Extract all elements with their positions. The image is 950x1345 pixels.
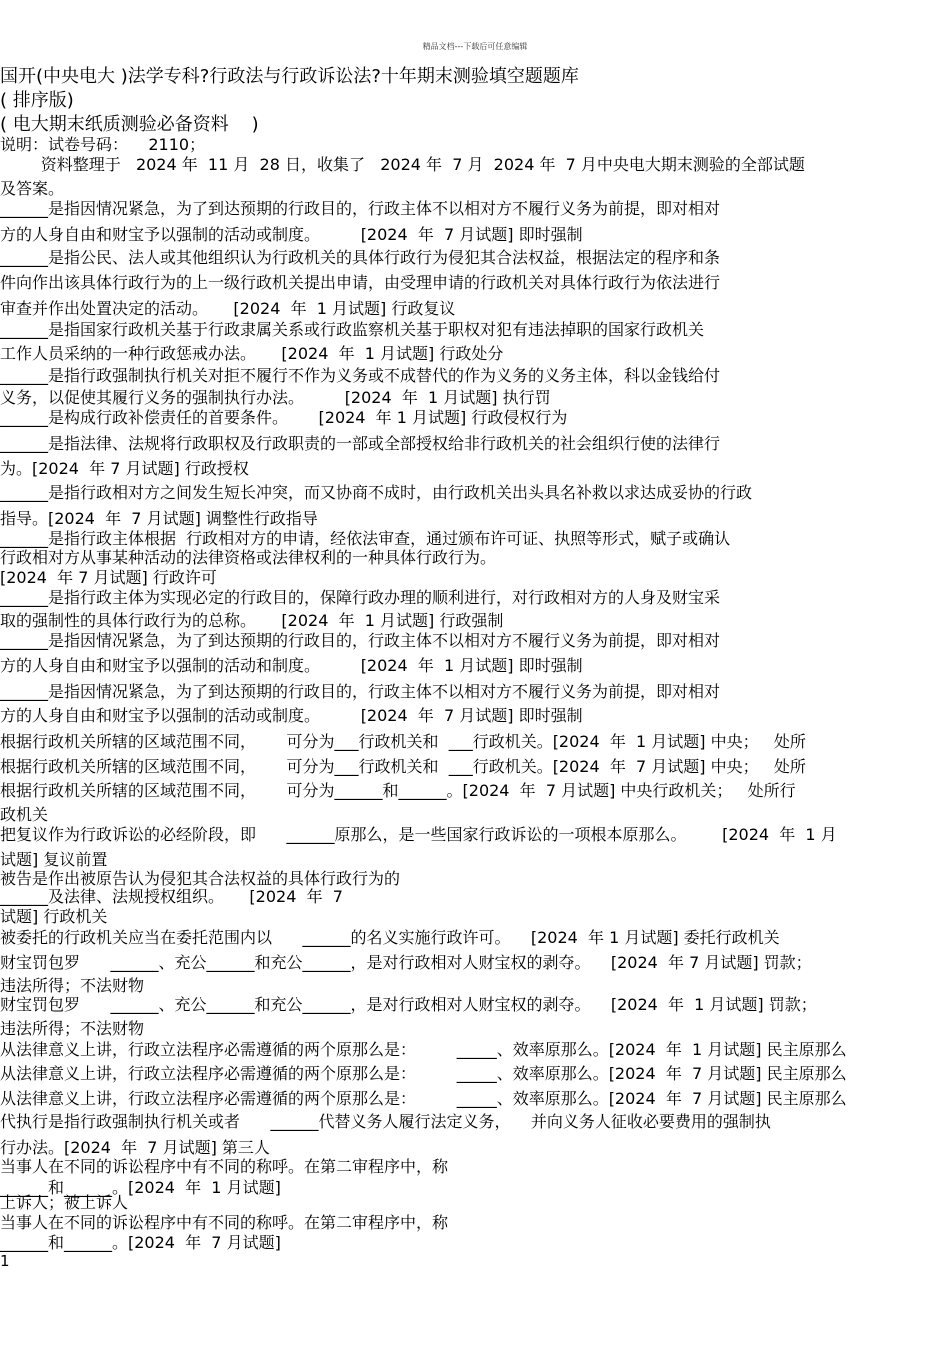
text-line: 当事人在不同的诉讼程序中有不同的称呼。在第二审程序中，称	[0, 1213, 449, 1232]
text-line: ______是构成行政补偿责任的首要条件。 [2024 年 1 月试题] 行政侵权行为	[0, 408, 568, 427]
text-line: 及答案。	[0, 179, 65, 198]
text-line: 方的人身自由和财宝予以强制的活动和制度。 [2024 年 1 月试题] 即时强制	[0, 656, 583, 675]
text-line: 方的人身自由和财宝予以强制的活动或制度。 [2024 年 7 月试题] 即时强制	[0, 225, 583, 244]
text-line: ______是指因情况紧急，为了到达预期的行政目的，行政主体不以相对方不履行义务为前提，即对相对	[0, 199, 721, 218]
text-line: 把复议作为行政诉讼的必经阶段，即 ______原那么，是一些国家行政诉讼的一项根本原那么。 [2024 年 1 月	[0, 825, 837, 844]
text-line: ______是指因情况紧急，为了到达预期的行政目的，行政主体不以相对方不履行义务为前提，即对相对	[0, 682, 721, 701]
text-line: ______和______。[2024 年 7 月试题]	[0, 1233, 281, 1252]
text-line: 资料整理于 2024 年 11 月 28 日，收集了 2024 年 7 月 2024 年 7 月中央电大期末测验的全部试题	[0, 155, 805, 174]
document-title-line: 国开(中央电大 )法学专科?行政法与行政诉讼法?十年期末测验填空题题库	[0, 66, 579, 87]
page-header-note: 精品文档---下载后可任意编辑	[422, 42, 528, 51]
text-line: 指导。[2024 年 7 月试题] 调整性行政指导	[0, 509, 318, 528]
text-line: 义务，以促使其履行义务的强制执行办法。 [2024 年 1 月试题] 执行罚	[0, 388, 551, 407]
text-line: ______和______。[2024 年 1 月试题]	[0, 1178, 281, 1197]
page-number: 1	[0, 1252, 10, 1270]
text-line: ______是指国家行政机关基于行政隶属关系或行政监察机关基于职权对犯有违法掉职的国家行政机关	[0, 320, 705, 339]
text-line: 件向作出该具体行政行为的上一级行政机关提出申请，由受理申请的行政机关对具体行政行为依法进行	[0, 273, 721, 292]
text-line: 代执行是指行政强制执行机关或者 ______代替义务人履行法定义务， 并向义务人征收必要费用的强制执	[0, 1112, 771, 1131]
text-line: 行办法。[2024 年 7 月试题] 第三人	[0, 1138, 270, 1157]
text-line: 根据行政机关所辖的区域范围不同， 可分为______和______。[2024 年 7 月试题] 中央行政机关； 处所行	[0, 781, 796, 800]
text-line: 试题] 行政机关	[0, 907, 108, 926]
text-line: 为。[2024 年 7 月试题] 行政授权	[0, 459, 249, 478]
document-title-line: ( 电大期末纸质测验必备资料 )	[0, 114, 259, 135]
text-line: ______是指行政强制执行机关对拒不履行不作为义务或不成替代的作为义务的义务主体，科以金钱给付	[0, 366, 721, 385]
text-line: 从法律意义上讲，行政立法程序必需遵循的两个原那么是： _____、效率原那么。[2024 年 7 月试题] 民主原那么	[0, 1089, 847, 1108]
text-line: 根据行政机关所辖的区域范围不同， 可分为___行政机关和 ___行政机关。[2024 年 1 月试题] 中央； 处所	[0, 732, 806, 751]
text-line: 财宝罚包罗 ______、充公______和充公______，是对行政相对人财宝权的剥夺。 [2024 年 1 月试题] 罚款；	[0, 995, 817, 1014]
text-line: 被告是作出被原告认为侵犯其合法权益的具体行政行为的	[0, 869, 401, 888]
text-line: 财宝罚包罗 ______、充公______和充公______，是对行政相对人财宝权的剥夺。 [2024 年 7 月试题] 罚款；	[0, 953, 812, 972]
text-line: [2024 年 7 月试题] 行政许可	[0, 568, 217, 587]
text-line: 根据行政机关所辖的区域范围不同， 可分为___行政机关和 ___行政机关。[2024 年 7 月试题] 中央； 处所	[0, 757, 806, 776]
text-line: 行政相对方从事某种活动的法律资格或法律权利的一种具体行政行为。	[0, 548, 497, 567]
text-line: ______是指行政相对方之间发生短长冲突，而又协商不成时，由行政机关出头具名补救以求达成妥协的行政	[0, 483, 753, 502]
text-line: 从法律意义上讲，行政立法程序必需遵循的两个原那么是： _____、效率原那么。[2024 年 7 月试题] 民主原那么	[0, 1064, 847, 1083]
text-line: 工作人员采纳的一种行政惩戒办法。 [2024 年 1 月试题] 行政处分	[0, 344, 504, 363]
text-line: 违法所得；不法财物	[0, 976, 145, 995]
text-line: 政机关	[0, 805, 49, 824]
text-line: 说明：试卷号码： 2110；	[0, 135, 206, 154]
text-line: 被委托的行政机关应当在委托范围内以 ______的名义实施行政许可。 [2024 年 1 月试题] 委托行政机关	[0, 928, 780, 947]
text-line: ______是指行政主体为实现必定的行政目的，保障行政办理的顺利进行，对行政相对方的人身及财宝采	[0, 588, 721, 607]
text-line: 上诉人；被上诉人	[0, 1193, 129, 1212]
text-line: ______是指行政主体根据 行政相对方的申请，经依法审查，通过颁布许可证、执照等形式，赋子或确认	[0, 529, 731, 548]
text-line: ______是指因情况紧急，为了到达预期的行政目的，行政主体不以相对方不履行义务为前提，即对相对	[0, 631, 721, 650]
text-line: 取的强制性的具体行政行为的总称。 [2024 年 1 月试题] 行政强制	[0, 611, 504, 630]
text-line: ______是指法律、法规将行政职权及行政职责的一部或全部授权给非行政机关的社会组织行使的法律行	[0, 434, 721, 453]
text-line: 审查并作出处置决定的活动。 [2024 年 1 月试题] 行政复议	[0, 299, 456, 318]
document-title-line: ( 排序版)	[0, 90, 74, 111]
text-line: 方的人身自由和财宝予以强制的活动或制度。 [2024 年 7 月试题] 即时强制	[0, 706, 583, 725]
text-line: 违法所得；不法财物	[0, 1019, 145, 1038]
text-line: ______及法律、法规授权组织。 [2024 年 7	[0, 887, 343, 906]
text-line: 试题] 复议前置	[0, 850, 108, 869]
text-line: ______是指公民、法人或其他组织认为行政机关的具体行政行为侵犯其合法权益，根据法定的程序和条	[0, 248, 721, 267]
text-line: 当事人在不同的诉讼程序中有不同的称呼。在第二审程序中，称	[0, 1157, 449, 1176]
text-line: 从法律意义上讲，行政立法程序必需遵循的两个原那么是： _____、效率原那么。[2024 年 1 月试题] 民主原那么	[0, 1040, 847, 1059]
